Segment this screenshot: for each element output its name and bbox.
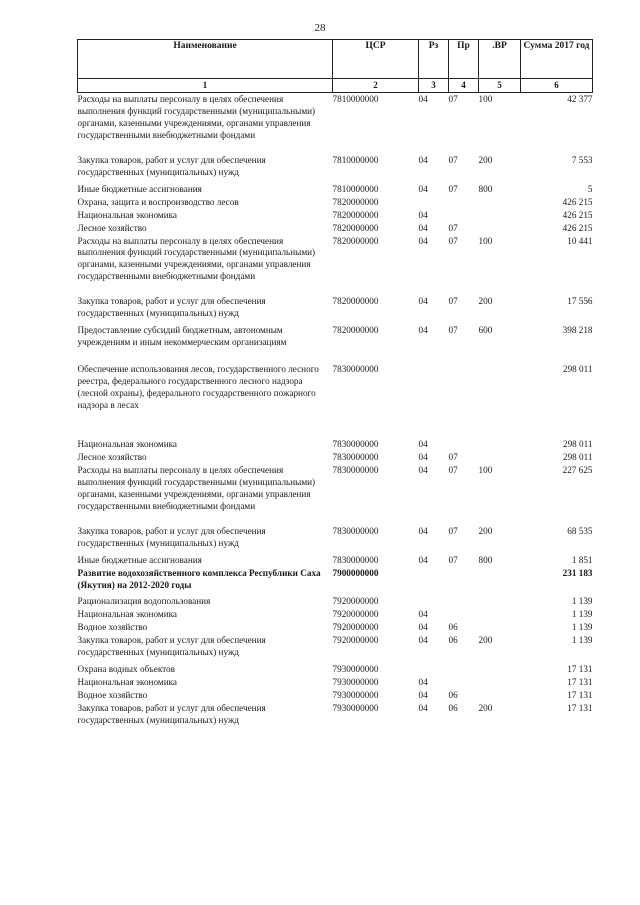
table-row [78,464,593,525]
cell-sum: 298 011 [562,438,593,449]
cell-sum: 17 131 [567,677,593,688]
cell-name: Рационализация водопользования [77,596,211,607]
table-row [78,525,593,554]
cell-sum: 426 215 [562,209,593,220]
table-body [78,93,593,727]
cell-vr [479,222,521,235]
cell-pr: 07 [448,451,458,462]
table-row [78,634,593,663]
cell-rz: 04 [418,635,428,646]
cell-pr: 07 [448,464,458,475]
cell-csr: 7830000000 [332,554,379,565]
cell-sum: 1 139 [571,622,593,633]
cell-name: Иные бюджетные ассигнования [77,554,202,565]
table-row [78,438,593,451]
cell-sum: 298 011 [562,451,593,462]
header-pr: Пр [449,40,479,79]
cell-name: Развитие водохозяйственного комплекса Республики Саха (Якутия) на 2012-2020 годы [77,567,321,590]
cell-rz: 04 [418,451,428,462]
cell-name: Национальная экономика [77,677,178,688]
cell-pr: 06 [448,690,458,701]
cell-vr: 800 [478,554,493,565]
cell-sum: 17 131 [567,690,593,701]
cell-pr [449,438,479,451]
cell-csr: 7820000000 [332,209,379,220]
cell-vr: 200 [478,296,493,307]
table-row [78,689,593,702]
cell-vr: 100 [478,464,493,475]
cell-vr: 200 [478,525,493,536]
cell-sum: 1 139 [571,596,593,607]
cell-csr: 7830000000 [332,525,379,536]
cell-pr: 06 [448,635,458,646]
cell-rz [419,363,449,438]
cell-name: Охрана, защита и воспроизводство лесов [77,196,239,207]
table-row [78,209,593,222]
cell-sum: 7 553 [571,154,593,165]
cell-name: Расходы на выплаты персоналу в целях обеспечения выполнения функций государственными (муниципальными) органами, казенными учреждениями, органами управления государственными внебюджетными фондами [77,94,316,140]
header-name: Наименование [78,40,333,79]
table-header-row [78,40,593,79]
cell-rz: 04 [418,438,428,449]
cell-csr: 7920000000 [332,635,379,646]
cell-rz: 04 [418,677,428,688]
cell-rz: 04 [418,94,428,104]
budget-table [77,39,593,727]
cell-sum: 231 183 [562,567,593,578]
cell-sum: 298 011 [562,364,593,375]
table-row [78,196,593,209]
cell-vr: 800 [478,183,493,194]
cell-name: Национальная экономика [77,438,178,449]
cell-name: Закупка товаров, работ и услуг для обеспечения государственных (муниципальных) нужд [77,525,266,548]
cell-vr [479,663,521,676]
table-row [78,595,593,608]
cell-rz: 04 [418,325,428,336]
table-row [78,567,593,596]
cell-rz [419,663,449,676]
cell-name: Обеспечение использования лесов, государственного лесного реестра, федерального государственного лесного надзора (лесной охраны), федерального государственного пожарного надзора в лесах [77,364,319,411]
cell-rz [419,196,449,209]
cell-vr [479,621,521,634]
page-number: 28 [314,22,326,34]
cell-pr [449,209,479,222]
cell-csr: 7900000000 [332,567,379,578]
cell-pr: 06 [448,622,458,633]
cell-sum: 426 215 [562,196,593,207]
cell-vr [479,676,521,689]
cell-sum: 426 215 [562,222,593,233]
cell-name: Водное хозяйство [77,622,148,633]
cell-sum: 10 441 [567,235,593,246]
cell-csr: 7830000000 [332,438,379,449]
cell-csr: 7830000000 [332,451,379,462]
col-number: 3 [419,79,449,93]
cell-sum: 17 131 [567,703,593,714]
cell-name: Национальная экономика [77,609,178,620]
header-vr: .ВР [479,40,521,79]
cell-vr: 600 [478,325,493,336]
table-row [78,702,593,727]
table-row [78,222,593,235]
cell-rz: 04 [418,622,428,633]
cell-rz: 04 [418,222,428,233]
cell-csr: 7930000000 [332,690,379,701]
cell-vr: 200 [478,154,493,165]
cell-sum: 42 377 [567,94,593,104]
cell-rz: 04 [418,154,428,165]
cell-name: Расходы на выплаты персоналу в целях обеспечения выполнения функций государственными (муниципальными) органами, казенными учреждениями, органами управления государственными внебюджетными фондами [77,235,316,282]
cell-csr: 7830000000 [332,464,379,475]
cell-pr [449,196,479,209]
cell-name: Закупка товаров, работ и услуг для обеспечения государственных (муниципальных) нужд [77,635,266,658]
cell-csr: 7810000000 [332,183,379,194]
cell-csr: 7920000000 [332,609,379,620]
cell-csr: 7820000000 [332,325,379,336]
cell-rz: 04 [418,183,428,194]
cell-vr [479,567,521,596]
cell-sum: 17 556 [567,296,593,307]
header-sum: Сумма 2017 год [521,40,593,79]
cell-rz [419,595,449,608]
cell-pr: 07 [448,325,458,336]
cell-rz [419,567,449,596]
col-number: 2 [333,79,419,93]
table-row [78,676,593,689]
table-row [78,663,593,676]
cell-rz: 04 [418,525,428,536]
col-number: 4 [449,79,479,93]
cell-csr: 7830000000 [332,364,379,375]
cell-vr: 100 [478,94,493,104]
cell-vr: 100 [478,235,493,246]
cell-pr: 07 [448,183,458,194]
cell-name: Лесное хозяйство [77,451,147,462]
column-number-row [78,79,593,93]
cell-pr: 07 [448,525,458,536]
cell-vr [479,689,521,702]
cell-csr: 7820000000 [332,235,379,246]
cell-name: Предоставление субсидий бюджетным, автономным учреждениям и иным некоммерческим организациям [77,325,287,348]
header-rz: Рз [419,40,449,79]
cell-name: Иные бюджетные ассигнования [77,183,202,194]
cell-name: Закупка товаров, работ и услуг для обеспечения государственных (муниципальных) нужд [77,296,266,319]
cell-csr: 7820000000 [332,222,379,233]
table-row [78,295,593,324]
cell-csr: 7920000000 [332,622,379,633]
table-row [78,363,593,438]
cell-name: Водное хозяйство [77,690,148,701]
col-number: 6 [521,79,593,93]
table-row [78,451,593,464]
cell-sum: 1 139 [571,609,593,620]
table-row [78,154,593,183]
cell-rz: 04 [418,464,428,475]
table-row [78,324,593,363]
cell-sum: 5 [587,183,593,194]
cell-csr: 7930000000 [332,677,379,688]
cell-sum: 1 851 [571,554,593,565]
cell-pr: 07 [448,554,458,565]
cell-csr: 7930000000 [332,703,379,714]
cell-pr [449,676,479,689]
cell-sum: 398 218 [562,325,593,336]
cell-pr [449,608,479,621]
cell-pr [449,567,479,596]
cell-name: Лесное хозяйство [77,222,147,233]
cell-vr: 200 [478,635,493,646]
cell-pr: 07 [448,222,458,233]
cell-vr [479,209,521,222]
col-number: 5 [479,79,521,93]
col-number: 1 [78,79,333,93]
cell-sum: 68 535 [567,525,593,536]
cell-csr: 7930000000 [332,664,379,675]
cell-name: Закупка товаров, работ и услуг для обеспечения государственных (муниципальных) нужд [77,703,266,726]
cell-rz: 04 [418,209,428,220]
cell-pr [449,363,479,438]
cell-vr [479,608,521,621]
cell-pr: 07 [448,154,458,165]
cell-pr [449,663,479,676]
cell-csr: 7820000000 [332,196,379,207]
cell-rz: 04 [418,554,428,565]
cell-csr: 7810000000 [332,154,379,165]
cell-rz: 04 [418,703,428,714]
cell-csr: 7820000000 [332,296,379,307]
cell-pr: 07 [448,235,458,246]
cell-vr [479,438,521,451]
cell-csr: 7810000000 [332,94,379,104]
cell-pr: 07 [448,296,458,307]
table-row [78,608,593,621]
cell-vr [479,595,521,608]
cell-name: Охрана водных объектов [77,664,175,675]
cell-name: Национальная экономика [77,209,178,220]
cell-rz: 04 [418,235,428,246]
cell-csr: 7920000000 [332,596,379,607]
table-row [78,621,593,634]
header-csr: ЦСР [333,40,419,79]
cell-vr [479,451,521,464]
cell-rz: 04 [418,690,428,701]
cell-sum: 1 139 [571,635,593,646]
cell-sum: 227 625 [562,464,593,475]
cell-vr: 200 [478,703,493,714]
table-row [78,235,593,296]
cell-pr: 07 [448,94,458,104]
table-row [78,554,593,567]
cell-vr [479,363,521,438]
cell-rz: 04 [418,296,428,307]
cell-vr [479,196,521,209]
cell-name: Закупка товаров, работ и услуг для обеспечения государственных (муниципальных) нужд [77,154,266,177]
cell-pr [449,595,479,608]
table-row [78,183,593,196]
cell-name: Расходы на выплаты персоналу в целях обеспечения выполнения функций государственными (муниципальными) органами, казенными учреждениями, органами управления государственными внебюджетными фондами [77,464,316,511]
cell-pr: 06 [448,703,458,714]
cell-rz: 04 [418,609,428,620]
cell-sum: 17 131 [567,664,593,675]
table-row [78,93,593,154]
